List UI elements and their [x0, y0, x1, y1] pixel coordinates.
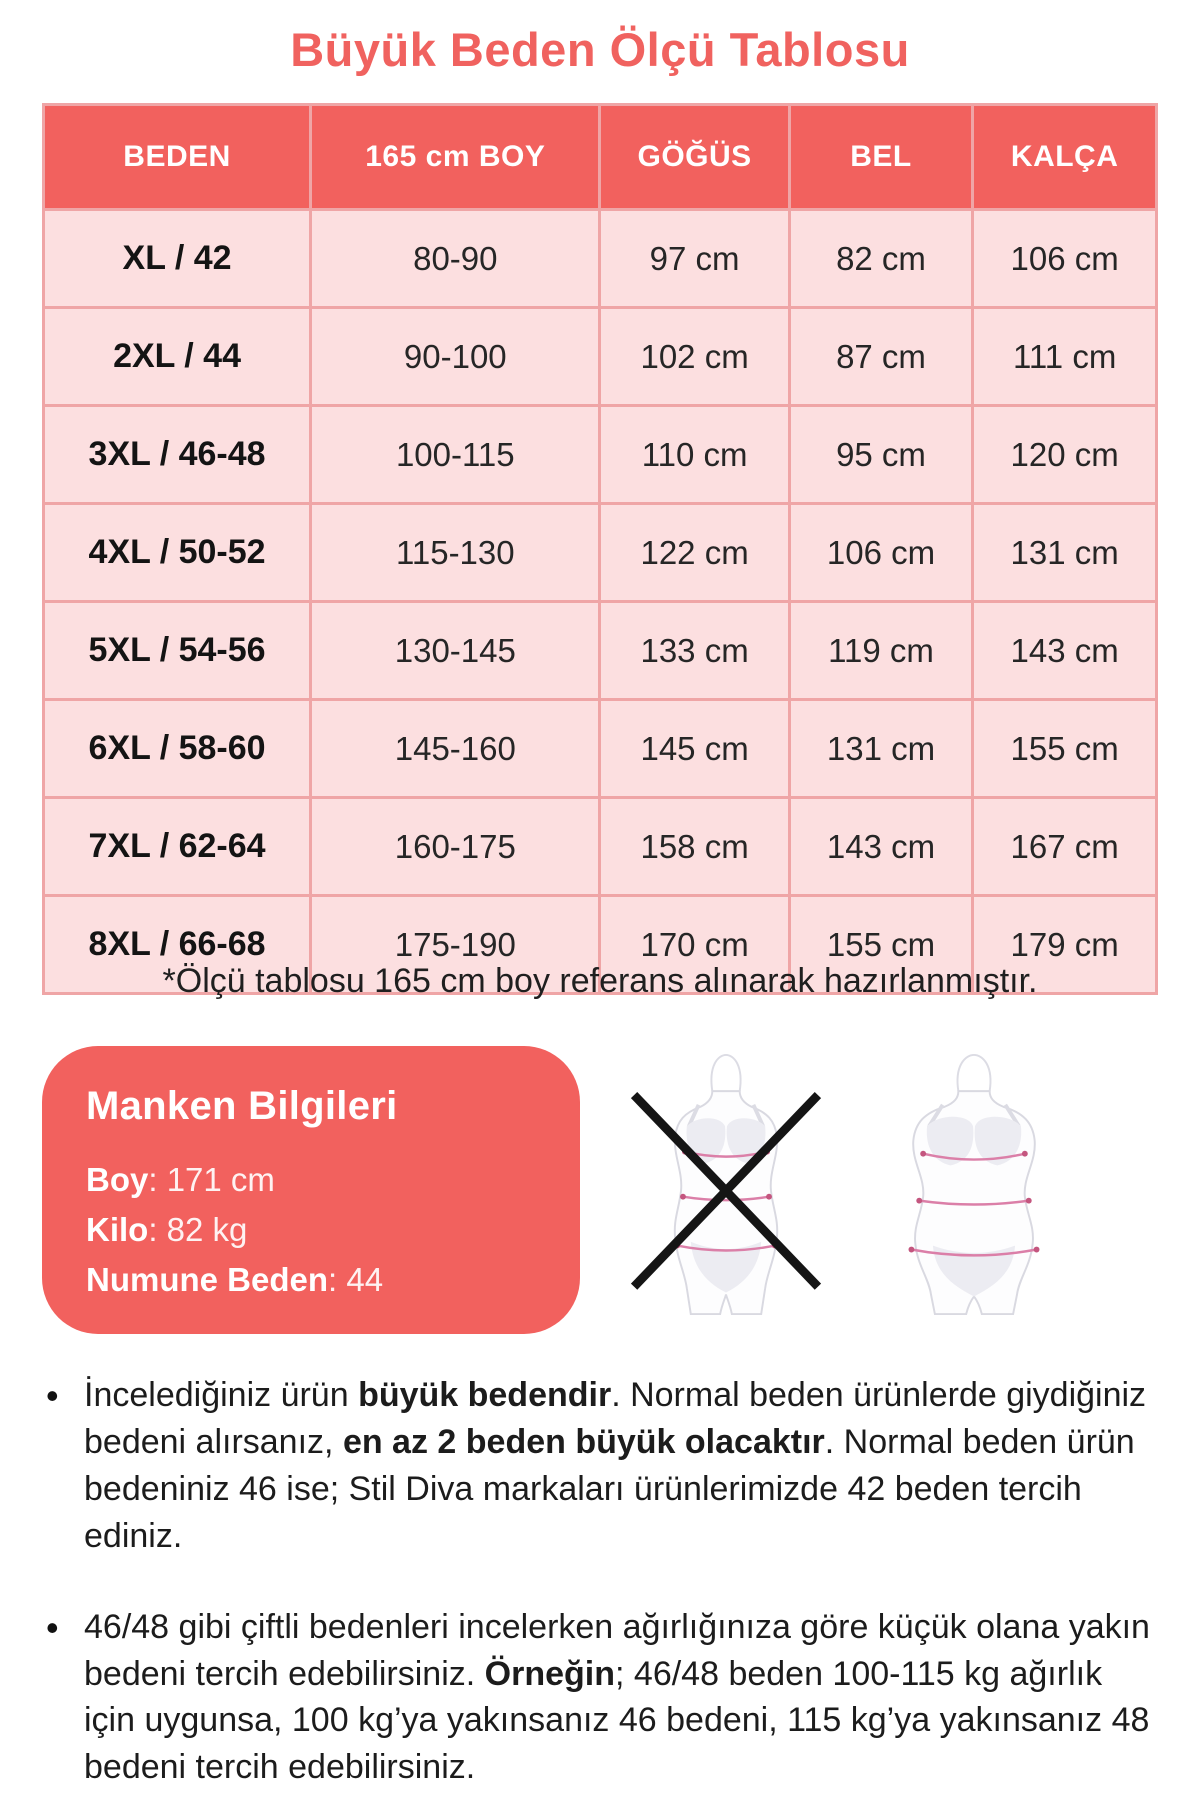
model-info-card [42, 1046, 580, 1334]
column-header-bel: BEL [789, 105, 973, 210]
separator: : [148, 1211, 167, 1248]
table-cell-bust: 158 cm [600, 798, 789, 896]
table-row [44, 798, 1157, 896]
table-row [44, 308, 1157, 406]
page-title: Büyük Beden Ölçü Tablosu [290, 23, 910, 76]
table-cell-size: 5XL / 54-56 [44, 602, 311, 700]
bullet-text: ; 46/48 beden 100-115 kg ağırlık için uygunsa, 100 kg’ya yakınsanız 46 bedeni, 115 kg’ya yakınsanız 48 bedeni tercih edebilirsiniz. [84, 1654, 1150, 1787]
table-cell-weight: 115-130 [311, 504, 600, 602]
table-cell-bust: 102 cm [600, 308, 789, 406]
separator: : [328, 1261, 347, 1298]
body-measurement-figures [628, 1052, 1072, 1316]
plus-body-figure [876, 1052, 1072, 1316]
table-cell-hip: 120 cm [973, 406, 1157, 504]
table-cell-weight: 80-90 [311, 210, 600, 308]
model-weight-label: Kilo [86, 1211, 149, 1248]
table-cell-weight: 160-175 [311, 798, 600, 896]
table-cell-hip: 143 cm [973, 602, 1157, 700]
table-cell-bust: 110 cm [600, 406, 789, 504]
bullet-text: 46/48 gibi çiftli bedenleri incelerken ağırlığınıza göre küçük olana yakın bedeni tercih edebilirsiniz. [84, 1607, 1150, 1693]
table-cell-size: 2XL / 44 [44, 308, 311, 406]
table-cell-weight: 145-160 [311, 700, 600, 798]
bullet-text: . Normal beden ürün bedeniniz 46 ise; Stil Diva markaları ürünlerimizde 42 beden tercih ediniz. [84, 1422, 1135, 1555]
info-bullet-list [40, 1372, 1162, 1791]
model-info-title: Manken Bilgileri [86, 1084, 398, 1128]
bullet-double-size-info [40, 1604, 1162, 1792]
table-cell-size: XL / 42 [44, 210, 311, 308]
table-row [44, 406, 1157, 504]
table-header-row [44, 105, 1157, 210]
bullet-text-bold: en az 2 beden büyük olacaktır [342, 1422, 825, 1461]
table-cell-size: 3XL / 46-48 [44, 406, 311, 504]
table-cell-bust: 97 cm [600, 210, 789, 308]
table-row [44, 700, 1157, 798]
table-cell-bust: 170 cm [600, 896, 789, 994]
table-cell-weight: 175-190 [311, 896, 600, 994]
table-cell-waist: 155 cm [789, 896, 973, 994]
table-cell-hip: 179 cm [973, 896, 1157, 994]
model-height-line [86, 1161, 552, 1199]
bullet-sizing-info [40, 1372, 1162, 1560]
bullet-text: İncelediğiniz ürün [84, 1376, 359, 1414]
table-row [44, 602, 1157, 700]
table-cell-bust: 145 cm [600, 700, 789, 798]
slim-body-figure [628, 1052, 824, 1316]
table-cell-weight: 130-145 [311, 602, 600, 700]
table-cell-size: 8XL / 66-68 [44, 896, 311, 994]
table-cell-bust: 133 cm [600, 602, 789, 700]
table-cell-waist: 82 cm [789, 210, 973, 308]
table-cell-hip: 167 cm [973, 798, 1157, 896]
table-cell-waist: 95 cm [789, 406, 973, 504]
column-header-beden: BEDEN [44, 105, 311, 210]
table-cell-weight: 90-100 [311, 308, 600, 406]
table-cell-waist: 131 cm [789, 700, 973, 798]
table-cell-waist: 143 cm [789, 798, 973, 896]
table-row [44, 504, 1157, 602]
model-sample-size-line [86, 1261, 552, 1299]
model-weight-value: 82 kg [166, 1211, 248, 1248]
table-cell-size: 4XL / 50-52 [44, 504, 311, 602]
bullet-text-bold: büyük bedendir [358, 1376, 612, 1414]
model-height-value: 171 cm [166, 1161, 275, 1198]
table-cell-weight: 100-115 [311, 406, 600, 504]
table-cell-waist: 106 cm [789, 504, 973, 602]
model-sample-size-value: 44 [346, 1261, 384, 1298]
bullet-text-bold: Örneğin [484, 1654, 616, 1693]
model-sample-size-label: Numune Beden [86, 1261, 329, 1298]
table-row [44, 210, 1157, 308]
table-cell-waist: 87 cm [789, 308, 973, 406]
table-cell-hip: 111 cm [973, 308, 1157, 406]
table-cell-hip: 106 cm [973, 210, 1157, 308]
table-cell-bust: 122 cm [600, 504, 789, 602]
size-chart-table [42, 103, 1158, 995]
separator: : [148, 1161, 167, 1198]
column-header-kalca: KALÇA [973, 105, 1157, 210]
table-cell-hip: 155 cm [973, 700, 1157, 798]
table-cell-size: 7XL / 62-64 [44, 798, 311, 896]
table-cell-size: 6XL / 58-60 [44, 700, 311, 798]
model-height-label: Boy [86, 1161, 149, 1198]
column-header-gogus: GÖĞÜS [600, 105, 789, 210]
bullet-text: . Normal beden ürünlerde giydiğiniz bedeni alırsanız, [84, 1376, 1147, 1461]
table-cell-hip: 131 cm [973, 504, 1157, 602]
table-cell-waist: 119 cm [789, 602, 973, 700]
reference-note: *Ölçü tablosu 165 cm boy referans alınarak hazırlanmıştır. [162, 962, 1038, 1000]
column-header-boy: 165 cm BOY [311, 105, 600, 210]
model-weight-line [86, 1211, 552, 1249]
